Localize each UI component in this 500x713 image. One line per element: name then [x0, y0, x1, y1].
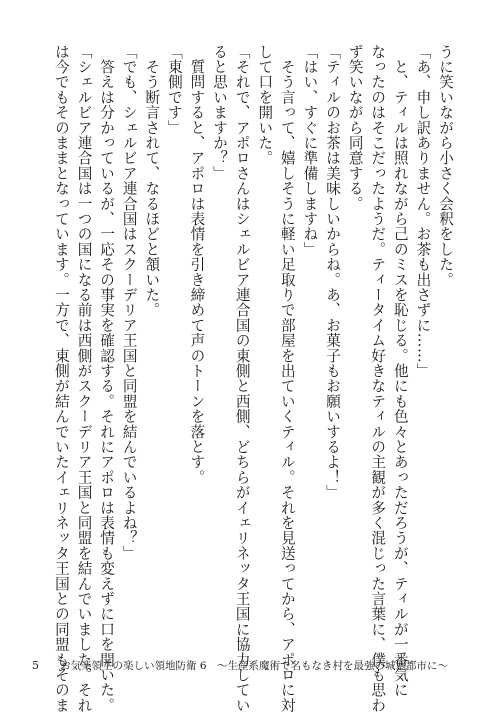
text-line: 「東側です」 — [165, 44, 183, 136]
text-line: ると思いますか？」 — [211, 44, 229, 181]
text-line: 答えは分かっているが、一応その事実を確認する。それにアポロは表情も変えずに口を開いた。 — [98, 44, 116, 713]
text-line: と、ティルは照れながら己のミスを恥じる。他にも色々とあっただろうが、ティルが一番気に — [391, 44, 409, 698]
text-line: 「でも、シェルビア連合国はスクーデリア王国と同盟を結んでいるよね？」 — [120, 44, 138, 561]
page-number: 5 — [32, 659, 39, 672]
text-line: 質問すると、アポロは表情を引き締めて声のトーンを落とす。 — [188, 44, 206, 485]
text-line: して口を開いた。 — [256, 44, 274, 166]
text-line: 「ティルのお茶は美味しいからね。あ、お菓子もお願いするよ！」 — [324, 44, 342, 500]
text-line: 「あ、申し訳ありません。お茶も出さずに……」 — [414, 44, 432, 379]
text-line: ず笑いながら同意する。 — [346, 44, 364, 212]
page-footer — [32, 658, 448, 673]
text-line: 「シェルビア連合国は一つの国になる前は西側がスクーデリア王国と同盟を結んでいました。それ — [75, 44, 93, 713]
text-line: 「それで、アポロさんはシェルビア連合国の東側と西側、どちらがイェリネッタ王国に協力してい — [233, 44, 251, 713]
text-line: うに笑いながら小さく会釈をした。 — [437, 44, 454, 288]
book-title: お気楽領主の楽しい領地防衛 6 ～生産系魔術で名もなき村を最強の城塞都市に～ — [60, 660, 449, 672]
text-line: 「はい、すぐに準備しますね」 — [301, 44, 319, 257]
text-line: そう言って、嬉しそうに軽い足取りで部屋を出ていくティル。それを見送ってから、アポロに対 — [278, 44, 296, 713]
text-line: そう断言されて、なるほどと頷いた。 — [143, 44, 161, 318]
text-line: なったのはそこだったようだ。ティータイム好きなティルの主観が多く混じった言葉に、僕も思わ — [369, 44, 387, 713]
text-line: は今でもそのままとなっています。一方で、東側が結んでいたイェリネッタ王国との同盟もそのま — [52, 44, 70, 713]
